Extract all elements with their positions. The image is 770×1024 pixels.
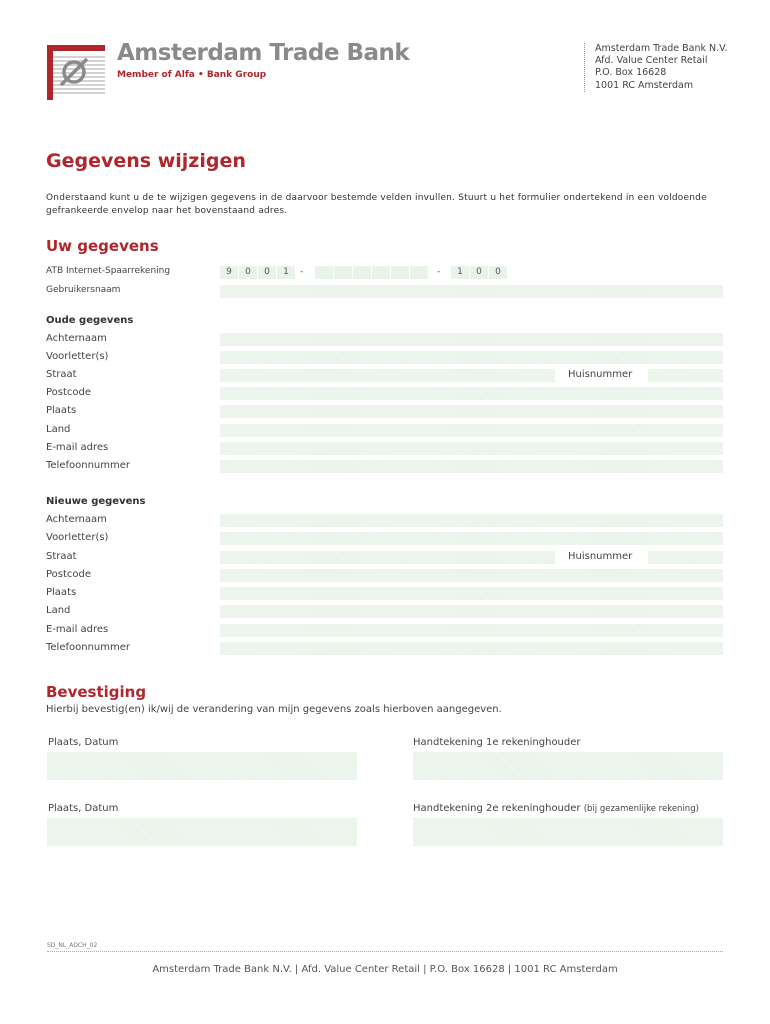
old-email-field[interactable] [220, 442, 723, 455]
new-email-label: E-mail adres [46, 624, 109, 635]
signature-field-2[interactable] [413, 818, 723, 846]
footer-address: Amsterdam Trade Bank N.V. | Afd. Value Center Retail | P.O. Box 16628 | 1001 RC Amsterdam [152, 964, 618, 975]
new-housenumber-field[interactable] [648, 551, 723, 564]
new-phone-label: Telefoonnummer [46, 642, 131, 653]
account-digit[interactable]: 0 [470, 266, 488, 279]
old-initials-label: Voorletter(s) [46, 351, 109, 362]
new-city-label: Plaats [46, 587, 77, 598]
account-digit[interactable]: 1 [277, 266, 295, 279]
new-street-field[interactable] [220, 551, 555, 564]
signature-label-2 [413, 803, 699, 814]
new-postcode-label: Postcode [46, 569, 92, 580]
new-housenumber-label: Huisnummer [568, 551, 633, 562]
new-lastname-label: Achternaam [46, 514, 107, 525]
account-digit[interactable] [353, 266, 371, 279]
old-street-field[interactable] [220, 369, 555, 382]
page-title: Gegevens wijzigen [46, 150, 246, 172]
signature-label-2-text: Handtekening 2e rekeninghouder [413, 803, 581, 814]
account-digit[interactable] [391, 266, 409, 279]
old-postcode-label: Postcode [46, 387, 92, 398]
old-email-label: E-mail adres [46, 442, 109, 453]
old-postcode-field[interactable] [220, 387, 723, 400]
place-date-label-1: Plaats, Datum [48, 737, 119, 748]
new-street-label: Straat [46, 551, 77, 562]
section-heading-uw-gegevens: Uw gegevens [46, 237, 159, 255]
account-digit[interactable] [315, 266, 333, 279]
bank-name: Amsterdam Trade Bank [117, 40, 410, 66]
account-digit[interactable] [372, 266, 390, 279]
group-membership: Member of Alfa • Bank Group [117, 70, 267, 80]
account-separator: - [300, 267, 304, 277]
signature-label-2-note: (bij gezamenlijke rekening) [583, 804, 699, 814]
old-country-label: Land [46, 424, 71, 435]
old-country-field[interactable] [220, 424, 723, 437]
account-digit[interactable]: 1 [451, 266, 469, 279]
new-country-label: Land [46, 605, 71, 616]
username-field[interactable] [220, 285, 723, 298]
new-city-field[interactable] [220, 587, 723, 600]
signature-field-1[interactable] [413, 752, 723, 780]
old-phone-field[interactable] [220, 460, 723, 473]
bank-logo [47, 45, 105, 100]
old-city-field[interactable] [220, 405, 723, 418]
address-line: Afd. Value Center Retail [595, 55, 708, 67]
old-phone-label: Telefoonnummer [46, 460, 131, 471]
address-line: P.O. Box 16628 [595, 67, 667, 79]
section-heading-nieuwe-gegevens: Nieuwe gegevens [46, 496, 146, 507]
place-date-label-2: Plaats, Datum [48, 803, 119, 814]
new-initials-label: Voorletter(s) [46, 532, 109, 543]
account-digit[interactable]: 0 [258, 266, 276, 279]
bank-address [584, 43, 727, 92]
signature-label-1: Handtekening 1e rekeninghouder [413, 737, 581, 748]
address-line: Amsterdam Trade Bank N.V. [595, 43, 728, 54]
new-country-field[interactable] [220, 605, 723, 618]
place-date-field-2[interactable] [47, 818, 357, 846]
account-label: ATB Internet-Spaarrekening [46, 266, 171, 276]
username-label: Gebruikersnaam [46, 285, 121, 295]
old-lastname-field[interactable] [220, 333, 723, 346]
account-digit[interactable]: 0 [489, 266, 507, 279]
old-lastname-label: Achternaam [46, 333, 107, 344]
new-phone-field[interactable] [220, 642, 723, 655]
confirmation-text: Hierbij bevestig(en) ik/wij de verandering van mijn gegevens zoals hierboven aangegeven. [46, 704, 502, 715]
new-postcode-field[interactable] [220, 569, 723, 582]
old-housenumber-field[interactable] [648, 369, 723, 382]
footer-divider [47, 951, 723, 952]
account-digit[interactable] [334, 266, 352, 279]
old-street-label: Straat [46, 369, 77, 380]
new-lastname-field[interactable] [220, 514, 723, 527]
address-line: 1001 RC Amsterdam [595, 79, 694, 91]
new-email-field[interactable] [220, 624, 723, 637]
old-housenumber-label: Huisnummer [568, 369, 633, 380]
section-heading-oude-gegevens: Oude gegevens [46, 315, 134, 326]
place-date-field-1[interactable] [47, 752, 357, 780]
old-initials-field[interactable] [220, 351, 723, 364]
form-code: SD_NL_ADCH_02 [47, 942, 98, 949]
account-digit[interactable]: 0 [239, 266, 257, 279]
account-digit[interactable]: 9 [220, 266, 238, 279]
account-separator: - [437, 267, 441, 277]
intro-text: Onderstaand kunt u de te wijzigen gegevens in de daarvoor bestemde velden invullen. Stuurt u het formulier ondertekend in een voldoende gefrankeerde envelop naar het bovenstaand adres. [46, 193, 707, 216]
old-city-label: Plaats [46, 405, 77, 416]
account-digit[interactable] [410, 266, 428, 279]
new-initials-field[interactable] [220, 532, 723, 545]
section-heading-bevestiging: Bevestiging [46, 683, 147, 701]
